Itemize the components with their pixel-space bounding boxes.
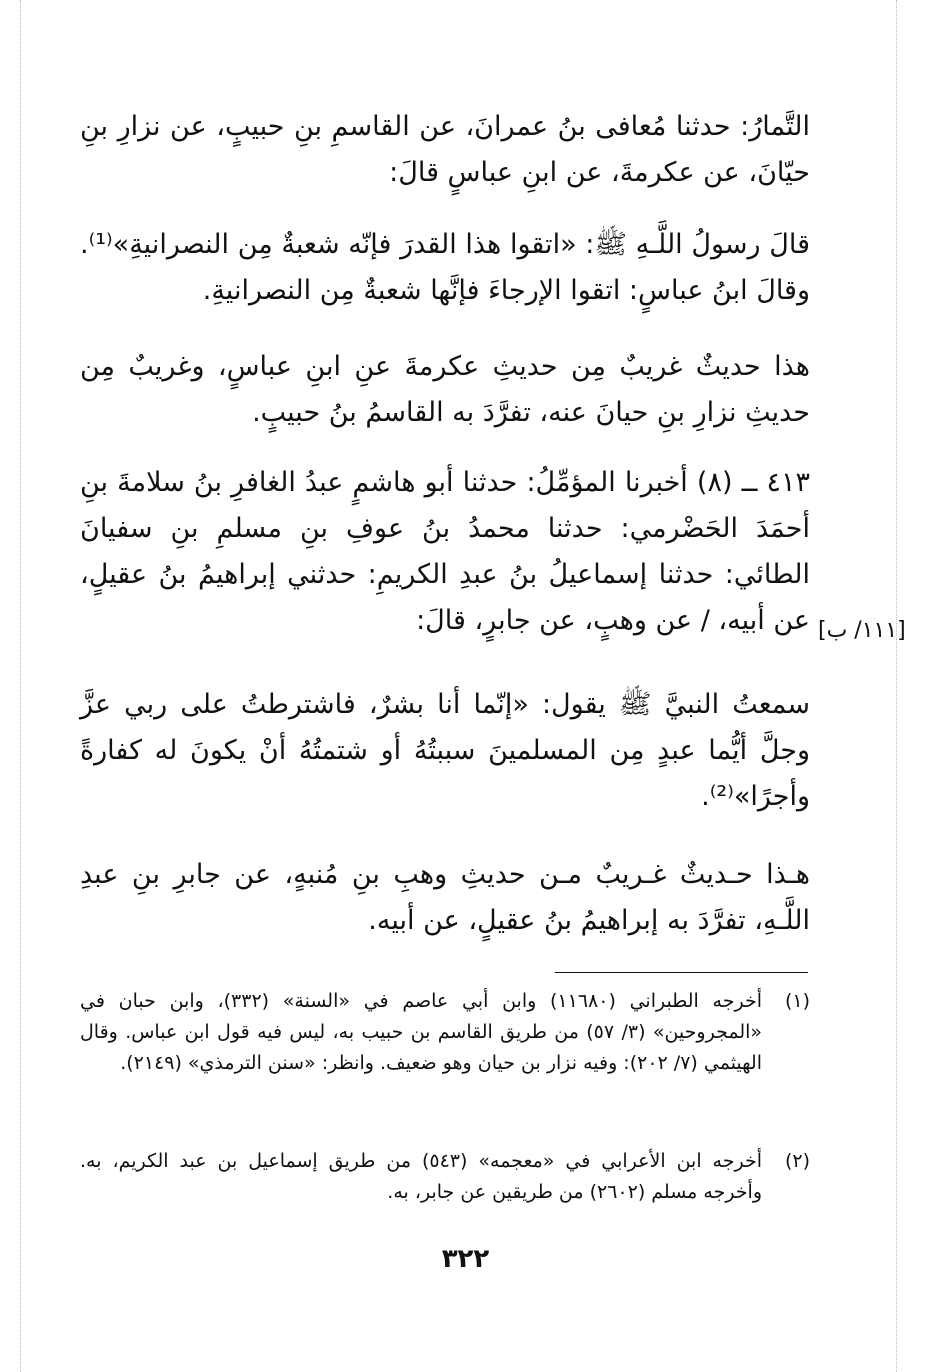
footnote-text: أخرجه ابن الأعرابي في «معجمه» (٥٤٣) من طريق إسماعيل بن عبد الكريم، به. وأخرجه مسلم (٢٦٠٢) من طريقين عن جابر، به. [80, 1150, 762, 1203]
paragraph-text: التَّمارُ: حدثنا مُعافى بنُ عمرانَ، عن القاسمِ بنِ حبيبٍ، عن نزارِ بنِ حيّانَ، عن عكرمةَ، عن ابنِ عباسٍ قالَ: [80, 111, 810, 188]
paragraph-grading-1 [80, 344, 810, 436]
footnote-number: (٢) [784, 1150, 810, 1172]
paragraph-text: قالَ رسولُ اللَّـهِ ﷺ: «اتقوا هذا القدرَ فإنّه شعبةٌ مِن النصرانيةِ»⁽¹⁾. وقالَ ابنُ عباسٍ: اتقوا الإرجاءَ فإنَّها شعبةٌ مِن النصرانيةِ. [80, 229, 810, 306]
paragraph-hadith-413 [80, 460, 810, 644]
paragraph-text: ٤١٣ ــ (٨) أخبرنا المؤمِّلُ: حدثنا أبو هاشمٍ عبدُ الغافرِ بنُ سلامةَ بنِ أحمَدَ الحَضْرمي: حدثنا محمدُ بنُ عوفِ بنِ مسلمِ بنِ سفيانَ الطائي: حدثنا إسماعيلُ بنُ عبدِ الكريمِ: حدثني إبراهيمُ بنُ عقيلٍ، عن أبيه، / عن وهبٍ، عن جابرٍ، قالَ: [80, 467, 810, 636]
paragraph-text: هـذا حـديثٌ غـريبٌ مـن حديثِ وهبِ بنِ مُنبهٍ، عن جابرِ بنِ عبدِ اللَّـهِ، تفرَّدَ به إبراهيمُ بنُ عقيلٍ، عن أبيه. [80, 859, 810, 936]
paragraph-hadith-bashar [80, 682, 810, 820]
paragraph-hadith-qadar [80, 222, 810, 314]
footnote-number: (١) [784, 990, 810, 1012]
scan-right-edge [896, 0, 897, 1372]
footnote-text: أخرجه الطبراني (١١٦٨٠) وابن أبي عاصم في «السنة» (٣٣٢)، وابن حبان في «المجروحين» (٣/ ٥٧) من طريق القاسم بن حبيب به، ليس فيه قول ابن عباس. وقال الهيثمي (٧/ ٢٠٢): وفيه نزار بن حيان وهو ضعيف. وانظر: «سنن الترمذي» (٢١٤٩). [80, 990, 763, 1074]
page-number: ٣٢٢ [441, 1244, 490, 1274]
footnote-2 [80, 1146, 810, 1208]
paragraph-grading-2 [80, 852, 810, 944]
paragraph-chain-of-narration [80, 104, 810, 196]
paragraph-text: سمعتُ النبيَّ ﷺ يقول: «إنّما أنا بشرٌ، فاشترطتُ على ربي عزَّ وجلَّ أيُّما عبدٍ مِن المسلمينَ سببتُهُ أو شتمتُهُ أنْ يكونَ له كفارةً وأجرًا»⁽²⁾. [80, 689, 810, 812]
paragraph-text: هذا حديثٌ غريبٌ مِن حديثِ عكرمةَ عنِ ابنِ عباسٍ، وغريبٌ مِن حديثِ نزارِ بنِ حيانَ عنه، تفرَّدَ به القاسمُ بنُ حبيبٍ. [80, 351, 810, 428]
footnote-1 [80, 986, 810, 1079]
manuscript-folio-marker: [١١١/ ب] [818, 618, 906, 643]
scan-left-edge [20, 0, 21, 1372]
footnote-separator [555, 972, 808, 973]
